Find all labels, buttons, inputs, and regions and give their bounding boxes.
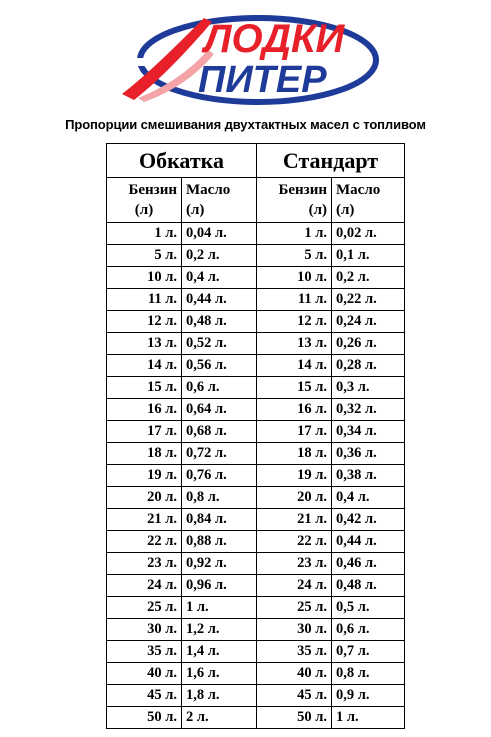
cell-fuel-breakin: 23 л.: [107, 553, 182, 575]
col-label: Масло: [336, 182, 381, 198]
table-row: [107, 399, 405, 421]
cell-fuel-standard: 11 л.: [257, 289, 332, 311]
cell-fuel-standard: 24 л.: [257, 575, 332, 597]
cell-fuel-breakin: 12 л.: [107, 311, 182, 333]
table-row: [107, 377, 405, 399]
cell-fuel-standard: 5 л.: [257, 245, 332, 267]
cell-oil-breakin: 2 л.: [182, 707, 257, 729]
cell-fuel-standard: 20 л.: [257, 487, 332, 509]
cell-oil-breakin: 0,88 л.: [182, 531, 257, 553]
cell-oil-standard: 0,46 л.: [332, 553, 405, 575]
col-label: Бензин: [278, 182, 327, 198]
table-row: [107, 465, 405, 487]
table-row: [107, 487, 405, 509]
cell-oil-standard: 0,44 л.: [332, 531, 405, 553]
cell-oil-standard: 0,8 л.: [332, 663, 405, 685]
table-row: [107, 267, 405, 289]
cell-fuel-standard: 30 л.: [257, 619, 332, 641]
cell-oil-breakin: 0,04 л.: [182, 223, 257, 245]
col-fuel-standard: [257, 178, 332, 223]
cell-fuel-breakin: 50 л.: [107, 707, 182, 729]
cell-oil-breakin: 1 л.: [182, 597, 257, 619]
cell-fuel-breakin: 16 л.: [107, 399, 182, 421]
col-oil-breakin: [182, 178, 257, 223]
cell-oil-standard: 0,32 л.: [332, 399, 405, 421]
cell-fuel-breakin: 17 л.: [107, 421, 182, 443]
cell-oil-standard: 0,34 л.: [332, 421, 405, 443]
cell-fuel-breakin: 45 л.: [107, 685, 182, 707]
table-row: [107, 707, 405, 729]
cell-oil-breakin: 0,84 л.: [182, 509, 257, 531]
table-row: [107, 289, 405, 311]
cell-fuel-standard: 16 л.: [257, 399, 332, 421]
col-unit: (л): [308, 202, 327, 218]
cell-oil-standard: 0,38 л.: [332, 465, 405, 487]
cell-fuel-standard: 1 л.: [257, 223, 332, 245]
cell-oil-breakin: 0,44 л.: [182, 289, 257, 311]
cell-oil-breakin: 0,52 л.: [182, 333, 257, 355]
cell-fuel-standard: 17 л.: [257, 421, 332, 443]
cell-oil-standard: 0,22 л.: [332, 289, 405, 311]
cell-oil-standard: 0,26 л.: [332, 333, 405, 355]
col-unit: (л): [186, 202, 205, 218]
cell-fuel-standard: 22 л.: [257, 531, 332, 553]
col-unit: (л): [134, 202, 154, 218]
cell-oil-breakin: 0,64 л.: [182, 399, 257, 421]
cell-oil-standard: 0,6 л.: [332, 619, 405, 641]
table-body: [107, 223, 405, 729]
cell-fuel-standard: 35 л.: [257, 641, 332, 663]
cell-fuel-standard: 12 л.: [257, 311, 332, 333]
brand-logo: [108, 4, 388, 112]
table-row: [107, 619, 405, 641]
cell-oil-breakin: 0,6 л.: [182, 377, 257, 399]
cell-fuel-standard: 14 л.: [257, 355, 332, 377]
table-row: [107, 421, 405, 443]
table-row: [107, 311, 405, 333]
cell-fuel-breakin: 20 л.: [107, 487, 182, 509]
cell-fuel-breakin: 22 л.: [107, 531, 182, 553]
cell-oil-standard: 0,5 л.: [332, 597, 405, 619]
column-header-row: [107, 178, 405, 223]
group-header-row: [107, 144, 405, 178]
cell-fuel-standard: 40 л.: [257, 663, 332, 685]
cell-oil-standard: 1 л.: [332, 707, 405, 729]
cell-fuel-standard: 15 л.: [257, 377, 332, 399]
cell-oil-breakin: 1,4 л.: [182, 641, 257, 663]
table-row: [107, 685, 405, 707]
table-row: [107, 443, 405, 465]
cell-oil-breakin: 0,56 л.: [182, 355, 257, 377]
cell-oil-standard: 0,24 л.: [332, 311, 405, 333]
group-standard: Стандарт: [257, 144, 405, 178]
cell-oil-breakin: 0,72 л.: [182, 443, 257, 465]
cell-fuel-standard: 21 л.: [257, 509, 332, 531]
cell-oil-breakin: 0,92 л.: [182, 553, 257, 575]
cell-fuel-standard: 45 л.: [257, 685, 332, 707]
cell-oil-standard: 0,28 л.: [332, 355, 405, 377]
cell-oil-breakin: 1,8 л.: [182, 685, 257, 707]
cell-fuel-breakin: 30 л.: [107, 619, 182, 641]
cell-fuel-standard: 10 л.: [257, 267, 332, 289]
cell-fuel-standard: 23 л.: [257, 553, 332, 575]
cell-oil-breakin: 1,6 л.: [182, 663, 257, 685]
cell-fuel-standard: 50 л.: [257, 707, 332, 729]
table-row: [107, 355, 405, 377]
cell-oil-standard: 0,4 л.: [332, 487, 405, 509]
cell-fuel-breakin: 21 л.: [107, 509, 182, 531]
cell-oil-breakin: 0,8 л.: [182, 487, 257, 509]
cell-fuel-breakin: 24 л.: [107, 575, 182, 597]
cell-oil-breakin: 0,68 л.: [182, 421, 257, 443]
cell-fuel-breakin: 13 л.: [107, 333, 182, 355]
cell-fuel-standard: 13 л.: [257, 333, 332, 355]
cell-fuel-breakin: 19 л.: [107, 465, 182, 487]
col-oil-standard: [332, 178, 405, 223]
cell-oil-standard: 0,9 л.: [332, 685, 405, 707]
cell-fuel-breakin: 35 л.: [107, 641, 182, 663]
cell-oil-breakin: 0,2 л.: [182, 245, 257, 267]
cell-fuel-breakin: 5 л.: [107, 245, 182, 267]
cell-oil-standard: 0,3 л.: [332, 377, 405, 399]
cell-fuel-breakin: 40 л.: [107, 663, 182, 685]
cell-fuel-breakin: 10 л.: [107, 267, 182, 289]
table-row: [107, 333, 405, 355]
table-row: [107, 531, 405, 553]
mixing-table: [106, 143, 405, 729]
cell-fuel-breakin: 18 л.: [107, 443, 182, 465]
cell-oil-standard: 0,1 л.: [332, 245, 405, 267]
cell-fuel-breakin: 1 л.: [107, 223, 182, 245]
col-unit: (л): [336, 202, 355, 218]
cell-oil-breakin: 1,2 л.: [182, 619, 257, 641]
group-breakin: Обкатка: [107, 144, 257, 178]
table-row: [107, 245, 405, 267]
table-row: [107, 509, 405, 531]
cell-fuel-standard: 18 л.: [257, 443, 332, 465]
table-row: [107, 223, 405, 245]
cell-oil-breakin: 0,4 л.: [182, 267, 257, 289]
cell-oil-standard: 0,7 л.: [332, 641, 405, 663]
logo-line-2: ПИТЕР: [198, 59, 327, 101]
cell-fuel-breakin: 15 л.: [107, 377, 182, 399]
cell-oil-breakin: 0,48 л.: [182, 311, 257, 333]
col-label: Бензин: [128, 182, 177, 198]
table-row: [107, 597, 405, 619]
table-row: [107, 575, 405, 597]
logo-graphic: [108, 4, 388, 112]
table-row: [107, 641, 405, 663]
logo-line-1: ЛОДКИ: [204, 17, 345, 61]
cell-fuel-breakin: 14 л.: [107, 355, 182, 377]
cell-fuel-standard: 19 л.: [257, 465, 332, 487]
cell-oil-standard: 0,2 л.: [332, 267, 405, 289]
cell-oil-standard: 0,36 л.: [332, 443, 405, 465]
page-title: Пропорции смешивания двухтактных масел с топливом: [65, 117, 426, 132]
cell-oil-standard: 0,02 л.: [332, 223, 405, 245]
cell-oil-standard: 0,48 л.: [332, 575, 405, 597]
cell-fuel-breakin: 25 л.: [107, 597, 182, 619]
cell-fuel-standard: 25 л.: [257, 597, 332, 619]
col-fuel-breakin: [107, 178, 182, 223]
cell-oil-standard: 0,42 л.: [332, 509, 405, 531]
table-row: [107, 663, 405, 685]
cell-oil-breakin: 0,96 л.: [182, 575, 257, 597]
cell-fuel-breakin: 11 л.: [107, 289, 182, 311]
col-label: Масло: [186, 182, 231, 198]
table-row: [107, 553, 405, 575]
cell-oil-breakin: 0,76 л.: [182, 465, 257, 487]
